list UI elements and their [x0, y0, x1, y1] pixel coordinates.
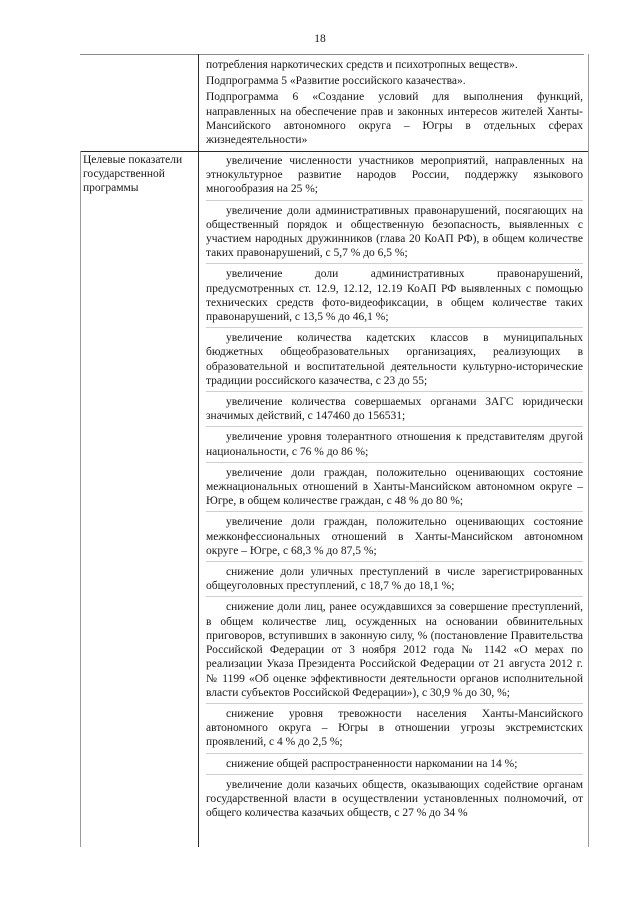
indicator-item: снижение общей распространенности наркомании на 14 %;	[226, 757, 518, 770]
indicator-item: увеличение доли граждан, положительно оценивающих состояние межнациональных отношений в Ханты-Мансийском автономном округе – Югре, в общем количестве граждан, с 48 % до 80 %;	[206, 466, 583, 508]
divider	[206, 561, 583, 562]
row-divider	[80, 151, 588, 152]
divider	[206, 327, 583, 328]
divider	[206, 462, 583, 463]
indicator-item: увеличение уровня толерантного отношения к представителям другой национальности, с 76 % до 86 %;	[206, 431, 583, 458]
column-divider	[198, 54, 199, 847]
divider	[206, 200, 583, 201]
indicator-item: увеличение доли административных правонарушений, посягающих на общественный порядок и общественную безопасность, выявленных с участием народных дружинников (глава 20 КоАП РФ), в общем количестве таких правонарушений, с 5,7 % до 6,5 %;	[206, 204, 583, 260]
indicator-item: увеличение доли граждан, положительно оценивающих состояние межконфессиональных отношений в Ханты-Мансийском автономном округе – Югре, с 68,3 % до 87,5 %;	[206, 516, 583, 557]
divider	[206, 391, 583, 392]
subprogram-line: Подпрограмма 6 «Создание условий для выполнения функций, направленных на обеспечение прав и законных интересов жителей Ханты-Мансийского автономного округа – Югры в отдельных сферах жизнедеятельности»	[206, 91, 583, 147]
subprogram-line: Подпрограмма 5 «Развитие российского казачества».	[206, 75, 466, 88]
table-left-border	[80, 151, 81, 847]
divider	[206, 703, 583, 704]
subprograms-cell	[206, 58, 583, 149]
indicator-item: увеличение доли административных правонарушений, предусмотренных ст. 12.9, 12.12, 12.19 КоАП РФ выявленных с помощью технических средств фото-видеофиксации, в общем количестве таких правонарушений, с 13,5 % до 46,1 %;	[206, 268, 583, 324]
subprogram-line: потребления наркотических средств и психотропных веществ».	[206, 59, 518, 71]
divider	[206, 511, 583, 512]
divider	[206, 774, 583, 775]
indicator-item: увеличение количества кадетских классов в муниципальных бюджетных общеобразовательных организациях, реализующих в образовательной и воспитательной деятельности культурно-исторические традиции российского казачества, с 23 до 55;	[206, 332, 583, 387]
indicator-item: увеличение численности участников мероприятий, направленных на этнокультурное развитие народов России, поддержку языкового многообразия на 25 %;	[206, 155, 583, 196]
divider	[206, 263, 583, 264]
divider	[206, 596, 583, 597]
divider	[206, 426, 583, 427]
indicators-cell	[206, 154, 583, 822]
divider	[206, 753, 583, 754]
indicator-item: снижение доли лиц, ранее осуждавшихся за совершение преступлений, в общем количестве лиц, осужденных на основании обвинительных приговоров, вступивших в законную силу, % (постановление Правительства Российской Федерации от 3 ноября 2012 года № 1142 «О мерах по реализации Указа Президента Российской Федерации от 21 августа 2012 г. № 1199 «Об оценке эффективности деятельности органов исполнительной власти субъектов Российской Федерации»), с 30,9 % до 30, %;	[206, 601, 583, 699]
indicator-item: снижение уровня тревожности населения Ханты-Мансийского автономного округа – Югры в отношении угрозы экстремистских проявлений, с 4 % до 2,5 %;	[206, 707, 583, 749]
indicator-item: увеличение доли казачьих обществ, оказывающих содействие органам государственной власти в осуществлении установленных полномочий, от общего количества казачьих обществ, с 27 % до 34 %	[206, 778, 583, 820]
page-number: 18	[314, 33, 326, 45]
indicator-item: снижение доли уличных преступлений в числе зарегистрированных общеуголовных преступлений, с 18,7 % до 18,1 %;	[206, 566, 583, 593]
table-top-border	[80, 54, 584, 55]
indicator-item: увеличение количества совершаемых органами ЗАГС юридически значимых действий, с 147460 до 156531;	[206, 396, 583, 423]
indicators-label: Целевые показатели государственной программы	[83, 154, 183, 194]
table-right-border	[588, 54, 589, 847]
